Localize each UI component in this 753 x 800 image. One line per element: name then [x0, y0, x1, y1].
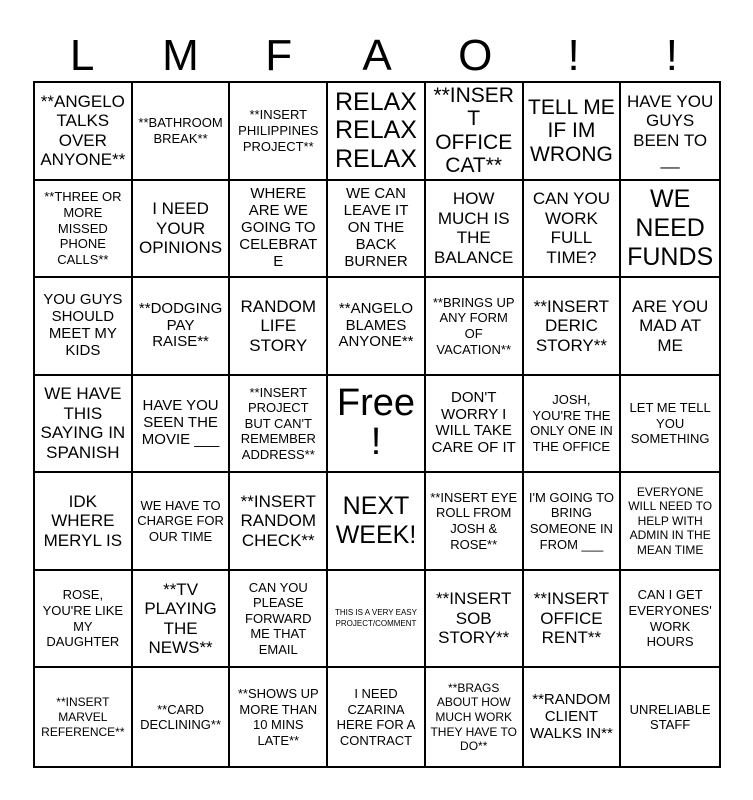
bingo-cell[interactable]: [328, 181, 426, 279]
bingo-cell[interactable]: [524, 668, 622, 766]
bingo-cell[interactable]: [328, 278, 426, 376]
cell-text: I NEED YOUR OPINIONS: [139, 199, 223, 258]
cell-text: LET ME TELL YOU SOMETHING: [629, 400, 711, 447]
bingo-cell[interactable]: [524, 83, 622, 181]
header-letter: F: [265, 31, 293, 80]
cell-text: **INSERT RANDOM CHECK**: [240, 491, 317, 550]
cell-text: **BRAGS ABOUT HOW MUCH WORK THEY HAVE TO DO**: [430, 680, 517, 754]
cell-text: THIS IS A VERY EASY PROJECT/COMMENT: [335, 608, 417, 628]
bingo-cell[interactable]: [328, 571, 426, 669]
bingo-cell[interactable]: [524, 376, 622, 474]
bingo-cell[interactable]: [133, 376, 231, 474]
bingo-grid: [33, 81, 721, 768]
cell-text: **INSERT EYE ROLL FROM JOSH & ROSE**: [430, 489, 518, 552]
header-letter: M: [162, 31, 199, 80]
cell-text: YOU GUYS SHOULD MEET MY KIDS: [43, 291, 123, 359]
bingo-cell[interactable]: [426, 376, 524, 474]
bingo-cell[interactable]: [524, 473, 622, 571]
cell-text: **INSERT MARVEL REFERENCE**: [41, 695, 125, 739]
bingo-cell[interactable]: [426, 278, 524, 376]
bingo-cell[interactable]: [621, 83, 719, 181]
bingo-cell[interactable]: [426, 473, 524, 571]
header-letter: A: [362, 31, 392, 80]
cell-text: I NEED CZARINA HERE FOR A CONTRACT: [336, 686, 416, 748]
bingo-cell[interactable]: [35, 83, 133, 181]
cell-text: ROSE, YOU'RE LIKE MY DAUGHTER: [42, 587, 124, 650]
bingo-cell[interactable]: [524, 278, 622, 376]
bingo-cell[interactable]: [133, 278, 231, 376]
bingo-cell[interactable]: [621, 571, 719, 669]
cell-text: JOSH, YOU'RE THE ONLY ONE IN THE OFFICE: [530, 392, 613, 455]
cell-text: I'M GOING TO BRING SOMEONE IN FROM ___: [528, 489, 614, 552]
bingo-cell[interactable]: [133, 473, 231, 571]
header-letter: L: [69, 31, 95, 80]
cell-text: **CARD DECLINING**: [140, 701, 222, 733]
bingo-cell[interactable]: [621, 668, 719, 766]
bingo-cell[interactable]: [621, 473, 719, 571]
bingo-cell[interactable]: [621, 181, 719, 279]
cell-text: **ANGELO TALKS OVER ANYONE**: [40, 91, 126, 170]
bingo-cell[interactable]: [35, 376, 133, 474]
bingo-cell[interactable]: [230, 376, 328, 474]
bingo-cell[interactable]: [230, 668, 328, 766]
cell-text: **THREE OR MORE MISSED PHONE CALLS**: [44, 189, 122, 267]
bingo-cell[interactable]: [426, 83, 524, 181]
cell-text: WHERE ARE WE GOING TO CELEBRATE: [239, 185, 318, 270]
bingo-cell[interactable]: [524, 571, 622, 669]
cell-text: **BATHROOM BREAK**: [138, 115, 223, 146]
bingo-header: [33, 30, 721, 82]
cell-text: **INSERT OFFICE RENT**: [533, 589, 610, 648]
cell-text: WE CAN LEAVE IT ON THE BACK BURNER: [343, 185, 409, 270]
cell-text: **TV PLAYING THE NEWS**: [144, 579, 217, 658]
bingo-cell[interactable]: [230, 571, 328, 669]
cell-text: NEXT WEEK!: [335, 492, 417, 550]
bingo-cell[interactable]: [35, 181, 133, 279]
bingo-cell[interactable]: [35, 668, 133, 766]
cell-text: TELL ME IF IM WRONG: [528, 95, 615, 166]
cell-text: UNRELIABLE STAFF: [629, 701, 711, 733]
cell-text: IDK WHERE MERYL IS: [43, 491, 123, 550]
cell-text: CAN YOU WORK FULL TIME?: [532, 189, 610, 267]
bingo-cell[interactable]: [426, 571, 524, 669]
bingo-cell[interactable]: [35, 278, 133, 376]
cell-text: EVERYONE WILL NEED TO HELP WITH ADMIN IN THE MEAN TIME: [628, 484, 713, 557]
cell-text: WE HAVE TO CHARGE FOR OUR TIME: [137, 497, 224, 544]
cell-text: ARE YOU MAD AT ME: [632, 296, 709, 355]
bingo-cell[interactable]: [230, 278, 328, 376]
cell-text: HOW MUCH IS THE BALANCE: [434, 189, 514, 267]
cell-text: HAVE YOU SEEN THE MOVIE ___: [141, 397, 220, 448]
cell-text: **INSERT SOB STORY**: [436, 589, 512, 648]
bingo-cell[interactable]: [621, 278, 719, 376]
bingo-cell[interactable]: [230, 473, 328, 571]
bingo-cell[interactable]: [328, 668, 426, 766]
cell-text: **INSERT PHILIPPINES PROJECT**: [238, 107, 319, 154]
bingo-cell[interactable]: [524, 181, 622, 279]
cell-text: **SHOWS UP MORE THAN 10 MINS LATE**: [237, 686, 319, 748]
cell-text: CAN I GET EVERYONES' WORK HOURS: [628, 587, 712, 650]
cell-text: **ANGELO BLAMES ANYONE**: [338, 299, 414, 351]
bingo-cell[interactable]: [621, 376, 719, 474]
cell-text: **DODGING PAY RAISE**: [138, 299, 223, 351]
bingo-cell[interactable]: [133, 668, 231, 766]
header-letter: O: [458, 31, 493, 80]
header-letter: !: [665, 31, 678, 80]
cell-text: **INSERT OFFICE CAT**: [433, 83, 514, 178]
cell-text: **BRINGS UP ANY FORM OF VACATION**: [432, 294, 515, 357]
cell-text: Free!: [336, 381, 416, 464]
bingo-cell[interactable]: [230, 181, 328, 279]
cell-text: RANDOM LIFE STORY: [240, 296, 317, 355]
cell-text: DON'T WORRY I WILL TAKE CARE OF IT: [431, 388, 516, 457]
header-letter: !: [567, 31, 580, 80]
bingo-cell[interactable]: [133, 571, 231, 669]
bingo-cell[interactable]: [328, 473, 426, 571]
cell-text: RELAX RELAX RELAX: [335, 87, 417, 174]
cell-text: HAVE YOU GUYS BEEN TO __: [626, 91, 714, 170]
cell-text: WE NEED FUNDS: [627, 185, 714, 271]
bingo-cell[interactable]: [35, 473, 133, 571]
cell-text: **INSERT DERIC STORY**: [533, 296, 610, 355]
cell-text: WE HAVE THIS SAYING IN SPANISH: [40, 384, 126, 463]
bingo-cell[interactable]: [328, 83, 426, 181]
bingo-cell[interactable]: [328, 376, 426, 474]
cell-text: **INSERT PROJECT BUT CAN'T REMEMBER ADDRESS**: [240, 384, 316, 462]
bingo-cell[interactable]: [426, 668, 524, 766]
bingo-cell[interactable]: [35, 571, 133, 669]
bingo-cell[interactable]: [133, 181, 231, 279]
bingo-cell[interactable]: [426, 181, 524, 279]
bingo-cell[interactable]: [230, 83, 328, 181]
cell-text: CAN YOU PLEASE FORWARD ME THAT EMAIL: [245, 579, 312, 658]
bingo-cell[interactable]: [133, 83, 231, 181]
cell-text: **RANDOM CLIENT WALKS IN**: [530, 691, 613, 742]
